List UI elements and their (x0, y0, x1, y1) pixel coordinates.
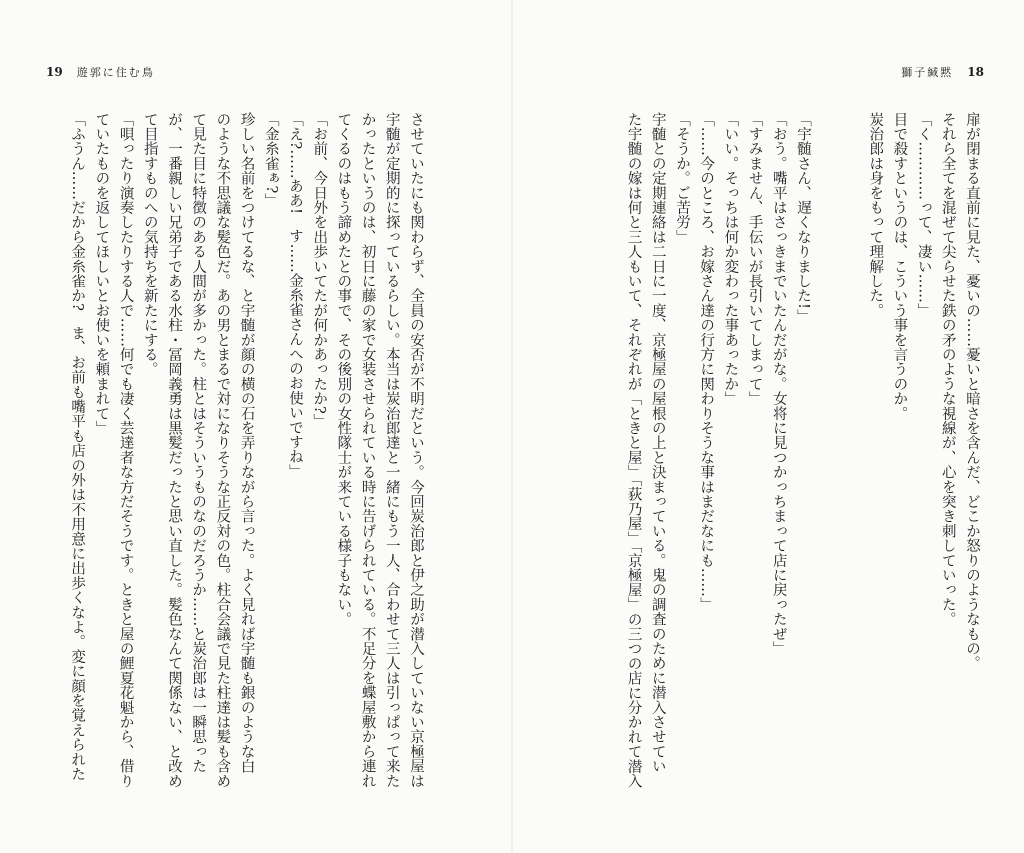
text-line: かったというのは、初日に藤の家で女装させられている時に告げられている。不足分を蝶屋敷から連れ (359, 112, 376, 789)
left-page-number: 19 (46, 65, 63, 79)
text-line: それら全てを混ぜて尖らせた鉄の矛のような視線が、心を突き刺していった。 (939, 112, 956, 627)
text-line: 「ふうん……だから金糸雀か? ま、お前も嘴平も店の外は不用意に出歩くなよ。変に顔を覚えられた (69, 112, 86, 782)
text-line: 宇髄との定期連絡は二日に一度、京極屋の屋根の上と決まっている。鬼の調査のために潜入させてい (649, 112, 666, 774)
text-line: 目で殺すというのは、こういう事を言うのか。 (891, 112, 908, 421)
text-line: 珍しい名前をつけてるな、と宇髄が顔の横の石を弄りながら言った。よく見れば宇髄も銀のような白 (238, 112, 255, 774)
text-line: 「そうか。ご苦労」 (673, 112, 690, 245)
text-line: 「いい。そっちは何か変わった事あったか」 (722, 112, 739, 406)
left-body-text (52, 112, 428, 812)
text-line: 「金糸雀ぁ?」 (262, 112, 279, 209)
text-line: 宇髄が定期的に探っているらしい。本当は炭治郎達と一緒にもう一人、合わせて三人は引っぱって来た (383, 112, 400, 789)
text-line: が、一番親しい兄弟子である水柱・冨岡義勇は黒髪だったと思い直した。髪色なんて関係ない、と改め (165, 112, 182, 789)
text-line: させていたにも関わらず、全員の安否が不明だという。今回炭治郎と伊之助が潜入していない京極屋は (408, 112, 424, 789)
text-line: てくるのはもう諦めたとの事で、その後別の女性隊士が来ている様子もない。 (335, 112, 352, 627)
left-running-header (46, 62, 155, 82)
text-line: 「お前、今日外を出歩いてたが何かあったか?」 (311, 112, 328, 429)
text-line: 扉が閉まる直前に見た、憂いの……憂いと暗さを含んだ、どこか怒りのようなもの。 (964, 112, 980, 671)
text-line: 「おう。嘴平はさっきまでいたんだがな。女将に見つかっちまって店に戻ったぜ」 (770, 112, 787, 656)
text-line: て見た目に特徴のある人間が多かった。柱とはそういうものなのだろうか……と炭治郎は一瞬思った (190, 112, 207, 774)
text-line: 「え?……ああ! す……金糸雀さんへのお使いですね」 (286, 112, 303, 479)
right-page-number: 18 (967, 65, 984, 79)
text-line: て目指すものへの気持ちを新たにする。 (141, 112, 158, 377)
text-line: 「宇髄さん、遅くなりました!」 (794, 112, 811, 324)
right-running-header (901, 62, 984, 82)
text-line: た宇髄の嫁は何と三人もいて、それぞれが「ときと屋」「荻乃屋」「京極屋」の三つの店に分かれて潜入 (625, 112, 642, 789)
text-line: 「すみません、手伝いが長引いてしまって」 (746, 112, 763, 406)
text-line: のような不思議な髪色だ。あの男とまるで対になりそうな正反対の色。柱合会議で見た柱達は髪も含め (214, 112, 231, 789)
text-line: 「く…………って、凄い……」 (915, 112, 932, 318)
left-running-title: 遊郭に住む鳥 (76, 66, 155, 79)
text-line: 「唄ったり演奏したりする人で……何でも凄く芸達者な方だそうです。ときと屋の鯉夏花魁から、借り (117, 112, 134, 789)
right-body-text (596, 112, 984, 812)
section-break (815, 112, 863, 812)
text-line: 「……今のところ、お嫁さん達の行方に関わりそうな事はまだなにも……」 (698, 112, 715, 612)
text-line: ていたものを返してほしいとお使いを頼まれて」 (93, 112, 110, 436)
right-running-title: 獅子緘黙 (901, 66, 954, 79)
text-line: 炭治郎は身をもって理解した。 (867, 112, 884, 318)
